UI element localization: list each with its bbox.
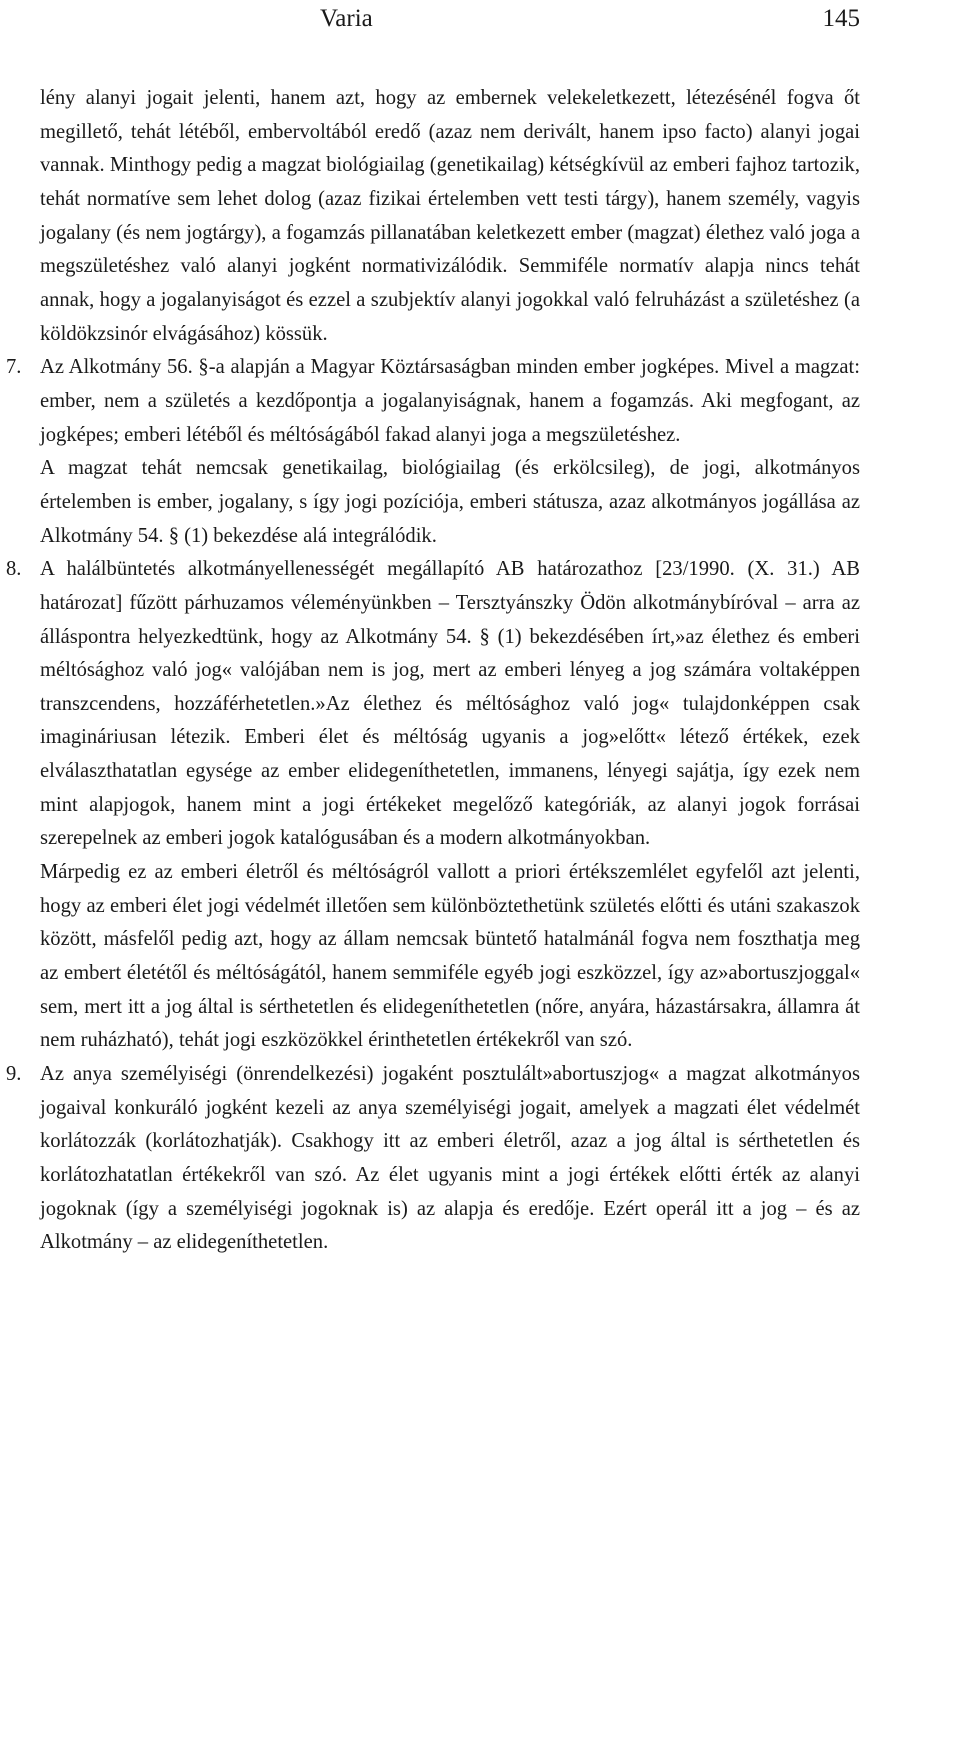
- page-number: 145: [822, 5, 860, 32]
- running-head: [40, 2, 860, 36]
- item-number: 9.: [6, 1063, 22, 1086]
- item-paragraph: A magzat tehát nemcsak genetikailag, biológiailag (és erkölcsileg), de jogi, alkotmányos értelemben is ember, jogalany, s így jogi pozíciója, emberi státusza, azaz alkotmányos jogállása az Alkotmány 54. § (1) bekezdése alá integrálódik.: [40, 457, 860, 547]
- item-number: 7.: [6, 356, 22, 379]
- numbered-item-7: [6, 351, 860, 553]
- item-paragraph: Márpedig ez az emberi életről és méltóságról vallott a priori értékszemlélet egyfelől azt jelenti, hogy az emberi élet jogi védelmét illetően sem különböztethetünk születés előtti és utáni szakaszok között, másfelől pedig azt, hogy az állam nemcsak büntető hatalmánál fogva nem foszthatja meg az embert életétől és méltóságától, hanem semmiféle egyéb jogi eszközzel, így az»abortuszjoggal« sem, mert itt a jog által is sérthetetlen és elidegeníthetetlen (nőre, anyára, házastársakra, államra át nem ruházható), tehát jogi eszközökkel érinthetetlen értékekről van szó.: [40, 861, 860, 1052]
- item-number: 8.: [6, 558, 22, 581]
- numbered-item-9: [6, 1058, 860, 1260]
- intro-paragraph: lény alanyi jogait jelenti, hanem azt, hogy az embernek velekeletkezett, létezésénél fogva őt megillető, tehát létéből, embervoltából eredő (azaz nem derivált, hanem ipso facto) alanyi jogai vannak. Minthogy pedig a magzat biológiailag (genetikailag) kétségkívül az emberi fajhoz tartozik, tehát normatíve sem lehet dolog (azaz fizikai értelemben vett testi tárgy), hanem személy, vagyis jogalany (és nem jogtárgy), a fogamzás pillanatában keletkezett ember (magzat) élethez való joga a megszületéshez való alanyi jogként normativizálódik. Semmiféle normatív alapja nincs tehát annak, hogy a jogalanyiságot és ezzel a szubjektív alanyi jogokkal való felruházást a születéshez (a köldökzsinór elvágásához) kössük.: [40, 87, 860, 345]
- item-paragraph: Az Alkotmány 56. §-a alapján a Magyar Köztársaságban minden ember jogképes. Mivel a magzat: ember, nem a születés a kezdőpontja a jogalanyiságnak, hanem a fogamzás. Aki megfogant, az jogképes; emberi létéből és méltóságából fakad alanyi joga a megszületéshez.: [40, 356, 860, 446]
- body-text: [6, 82, 860, 1260]
- numbered-item-8: [6, 553, 860, 1058]
- item-paragraph: Az anya személyiségi (önrendelkezési) jogaként posztulált»abortuszjog« a magzat alkotmányos jogaival konkuráló jogként kezeli az anya személyiségi jogait, amelyek a magzati élet védelmét korlátozzák (korlátozhatják). Csakhogy itt az emberi életről, azaz a jog által is sérthetetlen és korlátozhatatlan értékekről van szó. Az élet ugyanis mint a jogi értékek előtti érték az alanyi jogoknak (így a személyiségi jogoknak is) az alapja és eredője. Ezért operál itt a jog – és az Alkotmány – az elidegeníthetetlen.: [40, 1063, 860, 1254]
- section-title: Varia: [320, 5, 373, 32]
- item-paragraph: A halálbüntetés alkotmányellenességét megállapító AB határozathoz [23/1990. (X. 31.) AB határozat] fűzött párhuzamos véleményünkben – Tersztyánszky Ödön alkotmánybíróval – arra az álláspontra helyezkedtünk, hogy az Alkotmány 54. § (1) bekezdésében írt,»az élethez és emberi méltósághoz való jog« valójában nem is jog, mert az emberi lényeg a jog számára voltaképpen transzcendens, hozzáférhetetlen.»Az élethez és méltósághoz való jog« tulajdonképpen csak imagináriusan létezik. Emberi élet és méltóság ugyanis a jog»előtt« létező értékek, ezek elválaszthatatlan egysége az ember elidegeníthetetlen, immanens, lényegi sajátja, így ezek nem mint alapjogok, hanem mint a jogi értékeket megelőző kategóriák, az alanyi jogok forrásai szerepelnek az emberi jogok katalógusában és a modern alkotmányokban.: [40, 558, 860, 850]
